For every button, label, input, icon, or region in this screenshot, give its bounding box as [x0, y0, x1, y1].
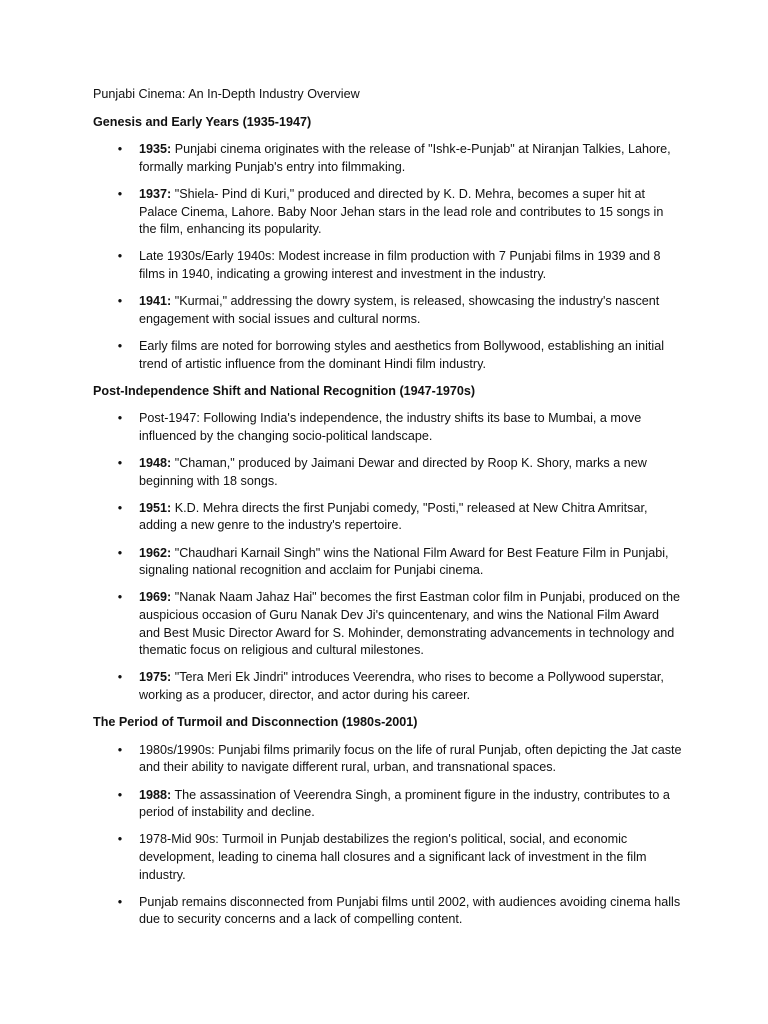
item-text: Punjab remains disconnected from Punjabi films until 2002, with audiences avoiding cinema halls due to security concerns and a lack of compelling content.: [139, 894, 681, 927]
item-lead: 1969:: [139, 590, 172, 605]
list-item: [93, 589, 683, 659]
item-lead: 1962:: [139, 545, 172, 560]
bullet-icon: •: [117, 186, 123, 201]
bullet-icon: •: [117, 411, 123, 426]
item-text: "Chaman," produced by Jaimani Dewar and directed by Roop K. Shory, marks a new beginning with 18 songs.: [139, 456, 647, 488]
document-title: Punjabi Cinema: An In-Depth Industry Overview: [93, 87, 360, 101]
list-item: [93, 500, 683, 535]
bullet-icon: •: [117, 338, 123, 353]
bullet-icon: •: [117, 545, 123, 560]
bullet-icon: •: [117, 500, 123, 515]
item-text: Post-1947: Following India's independence, the industry shifts its base to Mumbai, a move influenced by the changing socio-political landscape.: [139, 411, 642, 443]
item-text: "Kurmai," addressing the dowry system, is released, showcasing the industry's nascent engagement with social issues and cultural norms.: [139, 294, 660, 326]
item-text: Punjabi cinema originates with the release of "Ishk-e-Punjab" at Niranjan Talkies, Lahore, formally marking Punjab's entry into filmmaking.: [139, 142, 671, 174]
list-item: [93, 787, 683, 822]
list-item: [93, 545, 683, 580]
item-text: K.D. Mehra directs the first Punjabi comedy, "Posti," released at New Chitra Amritsar, adding a new genre to the industry's repertoire.: [139, 500, 648, 533]
bullet-list: [93, 141, 683, 373]
bullet-icon: •: [117, 742, 123, 757]
item-lead: 1941:: [139, 294, 172, 309]
item-lead: 1951:: [139, 500, 172, 515]
list-item: [93, 186, 683, 239]
bullet-list: [93, 742, 683, 929]
bullet-icon: •: [117, 142, 123, 157]
item-lead: 1937:: [139, 186, 172, 201]
list-item: [93, 141, 683, 176]
item-lead: 1988:: [139, 787, 172, 802]
list-item: [93, 894, 683, 929]
bullet-icon: •: [117, 249, 123, 264]
bullet-icon: •: [117, 832, 123, 847]
document-page: [93, 86, 683, 938]
bullet-icon: •: [117, 294, 123, 309]
section-heading: Genesis and Early Years (1935-1947): [93, 114, 312, 129]
item-text: Late 1930s/Early 1940s: Modest increase in film production with 7 Punjabi films in 1939 and 8 films in 1940, indicating a growing interest and investment in the industry.: [139, 249, 661, 281]
list-item: [93, 742, 683, 777]
list-item: [93, 410, 683, 445]
item-text: Early films are noted for borrowing styles and aesthetics from Bollywood, establishing an initial trend of artistic influence from the dominant Hindi film industry.: [139, 338, 664, 371]
bullet-icon: •: [117, 787, 123, 802]
bullet-list: [93, 410, 683, 704]
item-lead: 1935:: [139, 142, 172, 157]
list-item: [93, 293, 683, 328]
item-text: "Shiela- Pind di Kuri," produced and directed by K. D. Mehra, becomes a super hit at Palace Cinema, Lahore. Baby Noor Jehan stars in the lead role and contributes to 15 songs in the film, enhancing its popularity.: [139, 186, 664, 237]
bullet-icon: •: [117, 456, 123, 471]
list-item: [93, 248, 683, 283]
section-heading: The Period of Turmoil and Disconnection (1980s-2001): [93, 715, 418, 730]
list-item: [93, 455, 683, 490]
bullet-icon: •: [117, 894, 123, 909]
section-post-independence: [93, 383, 683, 705]
item-text: The assassination of Veerendra Singh, a prominent figure in the industry, contributes to a period of instability and decline.: [139, 787, 670, 820]
item-text: "Chaudhari Karnail Singh" wins the National Film Award for Best Feature Film in Punjabi, signaling national recognition and acclaim for Punjabi cinema.: [139, 545, 669, 578]
section-genesis: [93, 114, 683, 374]
item-text: "Tera Meri Ek Jindri" introduces Veerendra, who rises to become a Pollywood superstar, working as a producer, director, and actor during his career.: [139, 670, 664, 702]
list-item: [93, 831, 683, 884]
item-text: 1978-Mid 90s: Turmoil in Punjab destabilizes the region's political, social, and economic development, leading to cinema hall closures and a significant lack of investment in the film industry.: [139, 832, 647, 882]
section-turmoil: [93, 714, 683, 929]
item-lead: 1975:: [139, 670, 172, 685]
section-heading: Post-Independence Shift and National Recognition (1947-1970s): [93, 383, 476, 398]
bullet-icon: •: [117, 670, 123, 685]
list-item: [93, 669, 683, 704]
bullet-icon: •: [117, 590, 123, 605]
item-text: 1980s/1990s: Punjabi films primarily focus on the life of rural Punjab, often depicting the Jat caste and their ability to navigate different rural, urban, and transnational spaces.: [139, 742, 682, 775]
list-item: [93, 338, 683, 373]
item-text: "Nanak Naam Jahaz Hai" becomes the first Eastman color film in Punjabi, produced on the auspicious occasion of Guru Nanak Dev Ji's quincentenary, and wins the National Film Award and Best Music Director Award for S. Mohinder, demonstrating advancements in technology and thematic focus on religious and cultural milestones.: [139, 590, 680, 658]
item-lead: 1948:: [139, 456, 172, 471]
